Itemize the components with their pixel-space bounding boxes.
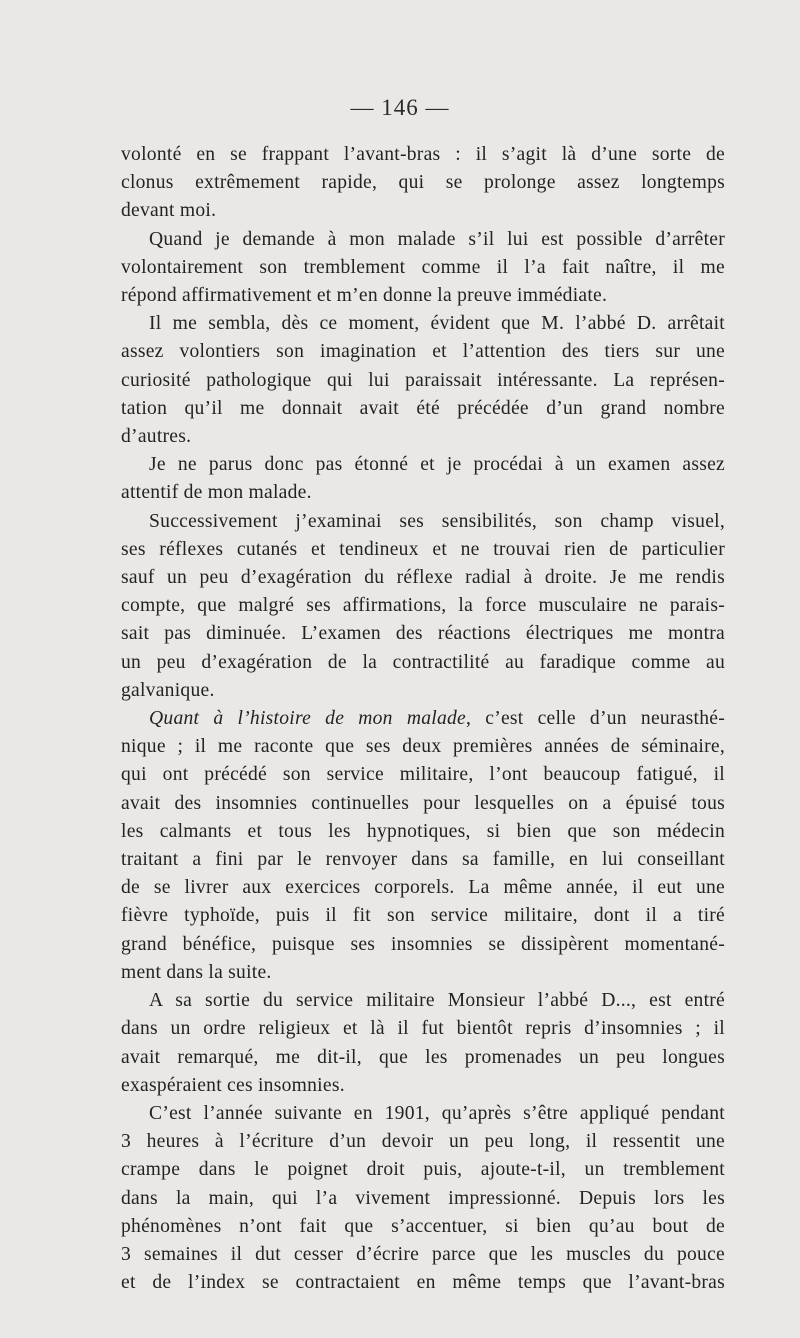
text-line: Il me sembla, dès ce moment, évident que M. l’abbé D. arrêtait xyxy=(149,313,725,335)
text-line: 3 semaines il dut cesser d’écrire parce que les muscles du pouce xyxy=(121,1243,725,1265)
italic-phrase: Quant à l’histoire de mon malade xyxy=(149,708,467,730)
text-line: dans un ordre religieux et là il fut bientôt repris d’insomnies ; il xyxy=(121,1018,725,1040)
text-line: un peu d’exagération de la contractilité au faradique comme au xyxy=(121,651,725,673)
text-line xyxy=(121,705,725,733)
text-line: Successivement j’examinai ses sensibilités, son champ visuel, xyxy=(149,510,725,532)
text-line: fièvre typhoïde, puis il fit son service militaire, dont il a tiré xyxy=(121,905,725,927)
text-line-rest: , c’est celle d’un neurasthé- xyxy=(466,708,725,730)
text-line: crampe dans le poignet droit puis, ajoute-t-il, un tremblement xyxy=(121,1159,725,1181)
text-line: volonté en se frappant l’avant-bras : il s’agit là d’une sorte de xyxy=(121,144,725,165)
text-line: qui ont précédé son service militaire, l’ont beaucoup fatigué, il xyxy=(121,764,725,786)
text-line: d’autres. xyxy=(121,426,192,448)
text-line: sait pas diminuée. L’examen des réactions électriques me montra xyxy=(121,623,725,645)
text-line: Quand je demande à mon malade s’il lui est possible d’arrêter xyxy=(149,228,725,250)
text-line: ment dans la suite. xyxy=(121,961,272,983)
text-line: phénomènes n’ont fait que s’accentuer, si bien qu’au bout de xyxy=(121,1215,725,1237)
text-line: A sa sortie du service militaire Monsieur l’abbé D..., est entré xyxy=(149,990,725,1012)
text-line: Je ne parus donc pas étonné et je procédai à un examen assez xyxy=(149,454,725,476)
text-line: les calmants et tous les hypnotiques, si bien que son médecin xyxy=(121,820,725,842)
text-line: tation qu’il me donnait avait été précédée d’un grand nombre xyxy=(121,397,725,419)
text-line: galvanique. xyxy=(121,679,215,701)
page-number-header: — 146 — xyxy=(350,95,450,120)
text-line: 3 heures à l’écriture d’un devoir un peu long, il ressentit une xyxy=(121,1131,725,1153)
text-line: exaspéraient ces insomnies. xyxy=(121,1074,345,1096)
text-line: C’est l’année suivante en 1901, qu’après s’être appliqué pendant xyxy=(149,1102,725,1124)
text-line: compte, que malgré ses affirmations, la force musculaire ne parais- xyxy=(121,595,725,617)
text-line: ses réflexes cutanés et tendineux et ne trouvai rien de particulier xyxy=(121,538,725,560)
body-text xyxy=(121,141,725,1297)
text-line: dans la main, qui l’a vivement impressionné. Depuis lors les xyxy=(121,1187,725,1209)
text-line: assez volontiers son imagination et l’attention des tiers sur une xyxy=(121,341,725,363)
text-line: et de l’index se contractaient en même temps que l’avant-bras xyxy=(121,1272,725,1294)
text-line: sauf un peu d’exagération du réflexe radial à droite. Je me rendis xyxy=(121,567,725,589)
text-line: clonus extrêmement rapide, qui se prolonge assez longtemps xyxy=(121,172,725,194)
text-line: répond affirmativement et m’en donne la preuve immédiate. xyxy=(121,285,608,307)
text-line: avait remarqué, me dit-il, que les promenades un peu longues xyxy=(121,1046,725,1068)
text-line: attentif de mon malade. xyxy=(121,482,312,504)
text-line: devant moi. xyxy=(121,200,217,222)
text-line: curiosité pathologique qui lui paraissait intéressante. La représen- xyxy=(121,369,725,391)
text-line: de se livrer aux exercices corporels. La même année, il eut une xyxy=(121,877,725,899)
text-line: nique ; il me raconte que ses deux premières années de séminaire, xyxy=(121,736,725,758)
text-line: volontairement son tremblement comme il l’a fait naître, il me xyxy=(121,256,725,278)
text-line: avait des insomnies continuelles pour lesquelles on a épuisé tous xyxy=(121,792,725,814)
text-line: traitant a fini par le renvoyer dans sa famille, en lui conseillant xyxy=(121,849,725,871)
text-line: grand bénéfice, puisque ses insomnies se dissipèrent momentané- xyxy=(121,933,725,955)
